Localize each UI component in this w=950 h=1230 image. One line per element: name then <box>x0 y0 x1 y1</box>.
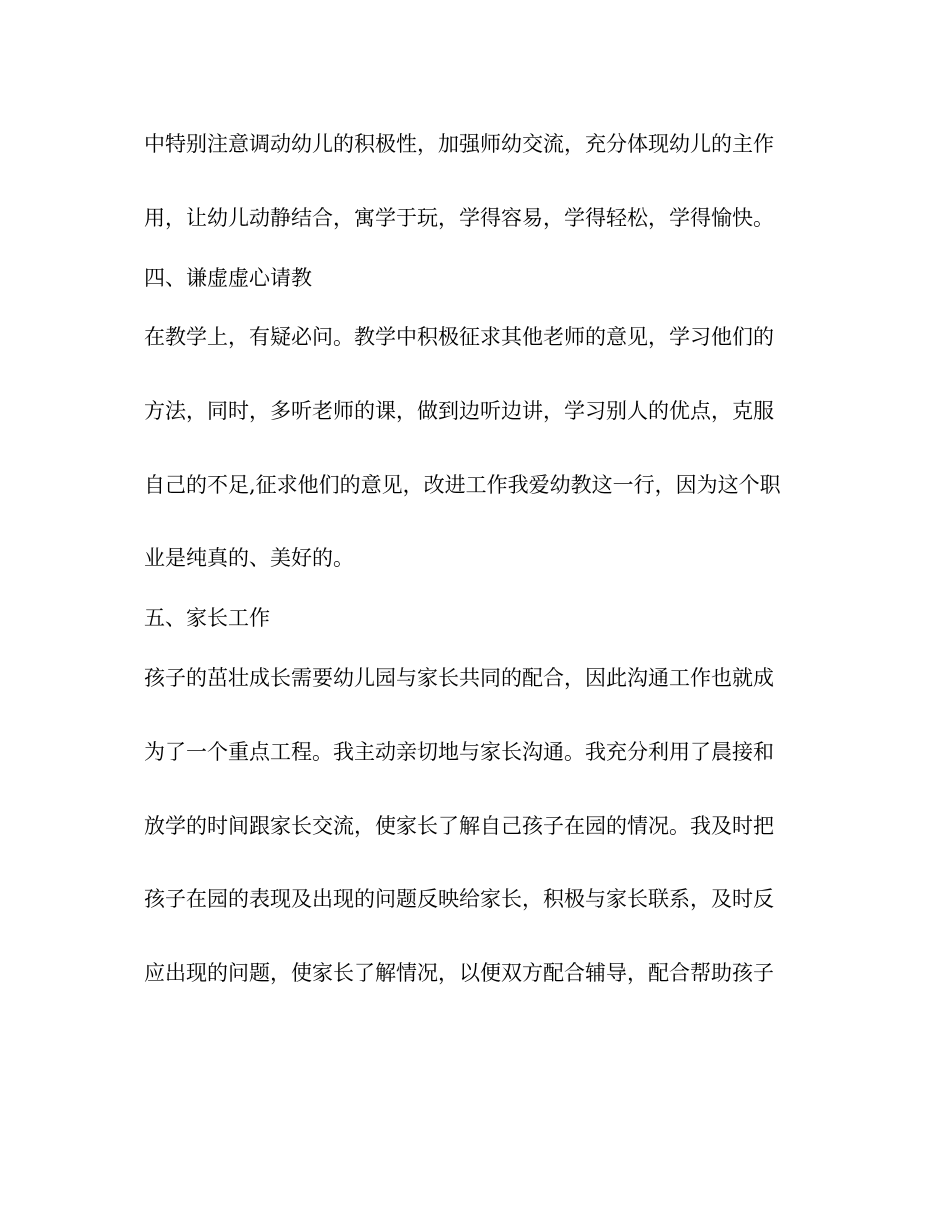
paragraph-line: 孩子在园的表现及出现的问题反映给家长，积极与家长联系，及时反 <box>144 887 774 911</box>
paragraph-line: 中特别注意调动幼儿的积极性，加强师幼交流，充分体现幼儿的主作 <box>144 132 774 156</box>
section-heading: 五、家长工作 <box>144 606 270 630</box>
paragraph-line: 方法，同时，多听老师的课，做到边听边讲，学习别人的优点，克服 <box>144 399 774 423</box>
section-heading: 四、谦虚虚心请教 <box>144 266 312 290</box>
paragraph-line: 在教学上，有疑必问。教学中积极征求其他老师的意见，学习他们的 <box>144 325 774 349</box>
paragraph-line: 用，让幼儿动静结合，寓学于玩，学得容易，学得轻松，学得愉快。 <box>144 206 774 230</box>
paragraph-line: 孩子的茁壮成长需要幼儿园与家长共同的配合，因此沟通工作也就成 <box>144 666 774 690</box>
paragraph-line: 放学的时间跟家长交流，使家长了解自己孩子在园的情况。我及时把 <box>144 814 774 838</box>
paragraph-line: 为了一个重点工程。我主动亲切地与家长沟通。我充分利用了晨接和 <box>144 740 774 764</box>
paragraph-line: 自己的不足,征求他们的意见，改进工作我爱幼教这一行，因为这个职 <box>144 473 781 497</box>
paragraph-line: 应出现的问题，使家长了解情况，以便双方配合辅导，配合帮助孩子 <box>144 961 774 985</box>
paragraph-line: 业是纯真的、美好的。 <box>144 546 354 570</box>
